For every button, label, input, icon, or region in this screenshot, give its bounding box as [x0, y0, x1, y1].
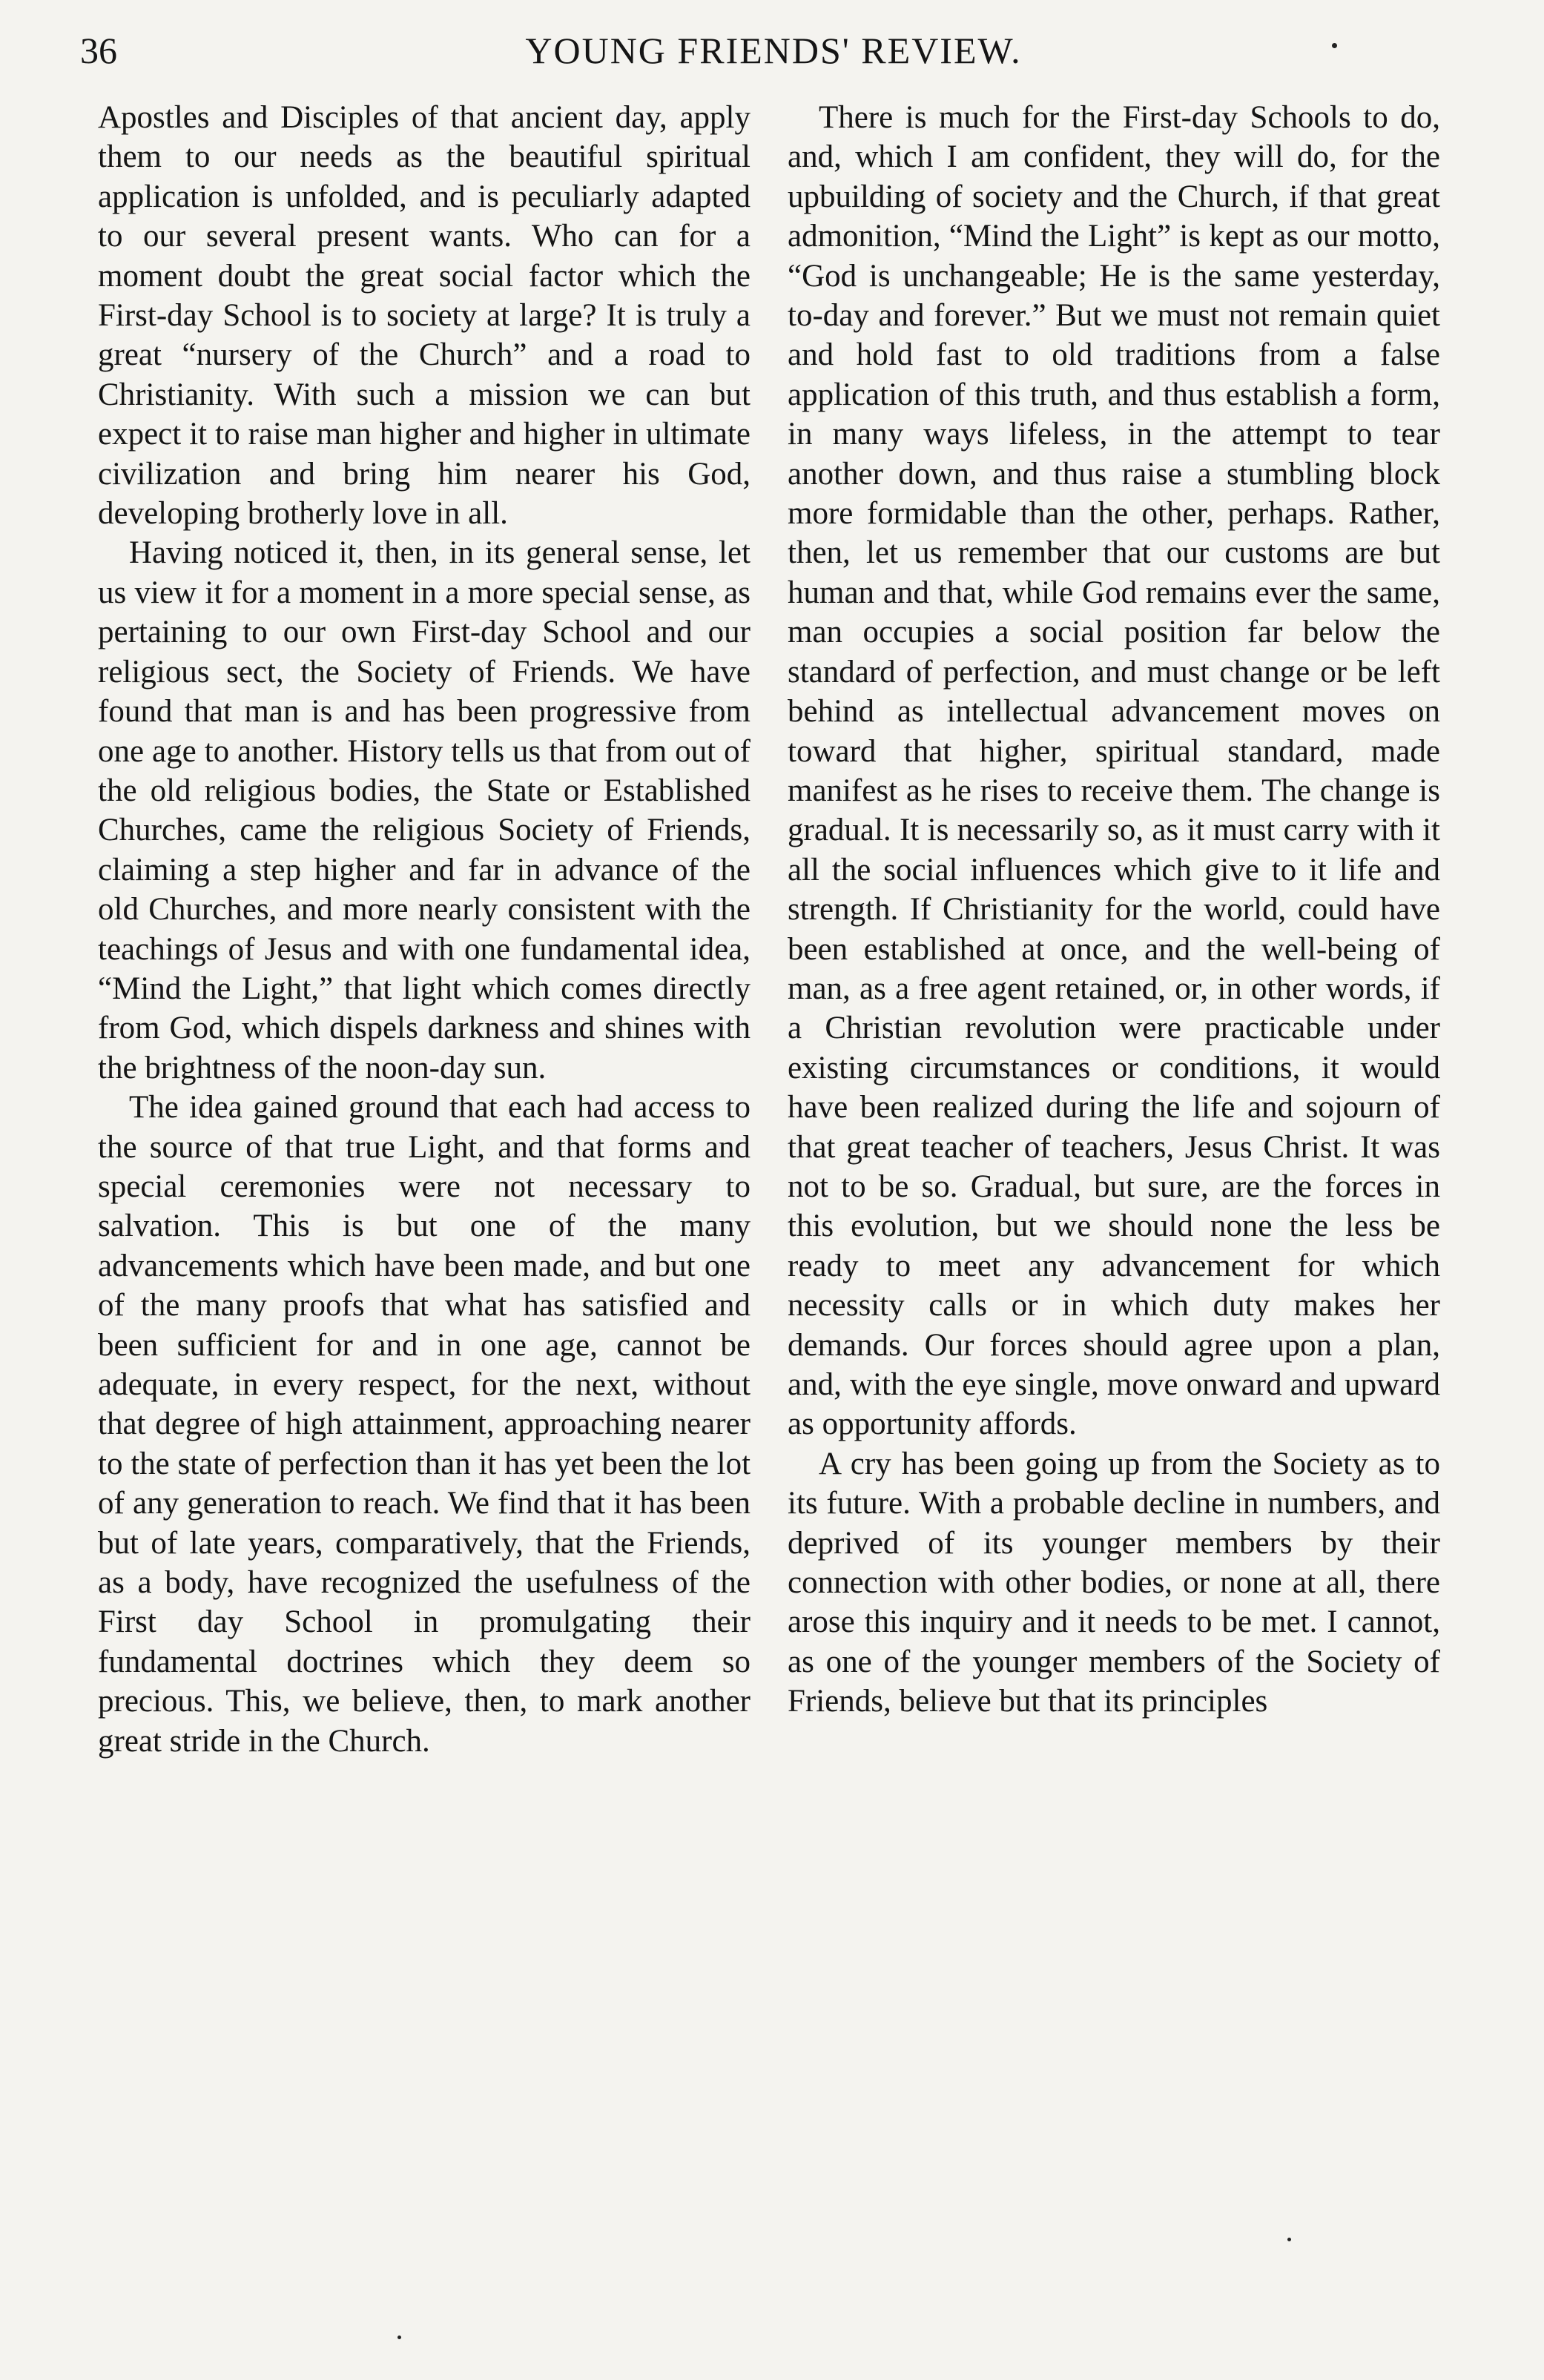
running-head: YOUNG FRIENDS' REVIEW. — [525, 30, 1022, 71]
scan-speck-right — [1287, 2238, 1291, 2241]
left-paragraph-3: The idea gained ground that each had access to the source of that true Light, and that forms and special ceremonies were not necessary to salvation. This is but one of the many advancements which have been made, and but one of the many proofs that what has satisfied and been sufficient for and in one age, cannot be adequate, in every respect, for the next, without that degree of high attainment, approaching nearer to the state of perfection than it has yet been the lot of any generation to reach. We find that it has been but of late years, comparatively, that the Friends, as a body, have recognized the usefulness of the First day School in promulgating their fundamental doctrines which they deem so precious. This, we believe, then, to mark another great stride in the Church. — [98, 1090, 750, 1759]
left-paragraph-1: Apostles and Disciples of that ancient day, apply them to our needs as the beautiful spiritual application is unfolded, and is peculiarly adapted to our several present wants. Who can for a moment doubt the great social factor which the First-day School is to society at large? It is truly a great “nursery of the Church” and a road to Christianity. With such a mission we can but expect it to raise man higher and higher in ultimate civilization and bring him nearer his God, developing brotherly love in all. — [98, 100, 750, 532]
right-paragraph-2: A cry has been going up from the Society as to its future. With a probable decline in numbers, and deprived of its younger members by their connection with other bodies, or none at all, there arose this inquiry and it needs to be met. I cannot, as one of the younger members of the Society of Friends, believe but that its principles — [788, 1446, 1440, 1719]
page-header — [80, 28, 1467, 87]
right-text-column — [788, 98, 1440, 2263]
right-paragraph-1: There is much for the First-day Schools to do, and, which I am confident, they will do, for the upbuilding of society and the Church, if that great admonition, “Mind the Light” is kept as our motto, “God is unchangeable; He is the same yesterday, to-day and forever.” But we must not remain quiet and hold fast to old traditions from a false application of this truth, and thus establish a form, in many ways lifeless, in the attempt to tear another down, and thus raise a stumbling block more formidable than the other, perhaps. Rather, then, let us remember that our customs are but human and that, while God remains ever the same, man occupies a social position far below the standard of perfection, and must change or be left behind as intellectual advancement moves on toward that higher, spiritual standard, made manifest as he rises to receive them. The change is gradual. It is necessarily so, as it must carry with it all the social influences which give to it life and strength. If Christianity for the world, could have been established at once, and the well-being of man, as a free agent retained, or, in other words, if a Christian revolution were practicable under existing circumstances or conditions, it would have been realized during the life and sojourn of that great teacher of teachers, Jesus Christ. It was not to be so. Gradual, but sure, are the forces in this evolution, but we should none the less be ready to meet any advancement for which necessity calls or in which duty makes her demands. Our forces should agree upon a plan, and, with the eye single, move onward and upward as opportunity affords. — [788, 100, 1440, 1442]
scan-speck-bottom — [397, 2336, 401, 2339]
page-number: 36 — [80, 30, 117, 71]
left-text-column — [98, 98, 750, 2263]
scan-speck-top — [1332, 43, 1337, 48]
left-paragraph-2: Having noticed it, then, in its general sense, let us view it for a moment in a more special sense, as pertaining to our own First-day School and our religious sect, the Society of Friends. We have found that man is and has been progressive from one age to another. History tells us that from out of the old religious bodies, the State or Established Churches, came the religious Society of Friends, claiming a step higher and far in advance of the old Churches, and more nearly consistent with the teachings of Jesus and with one fundamental idea, “Mind the Light,” that light which comes directly from God, which dispels darkness and shines with the brightness of the noon-day sun. — [98, 535, 750, 1085]
